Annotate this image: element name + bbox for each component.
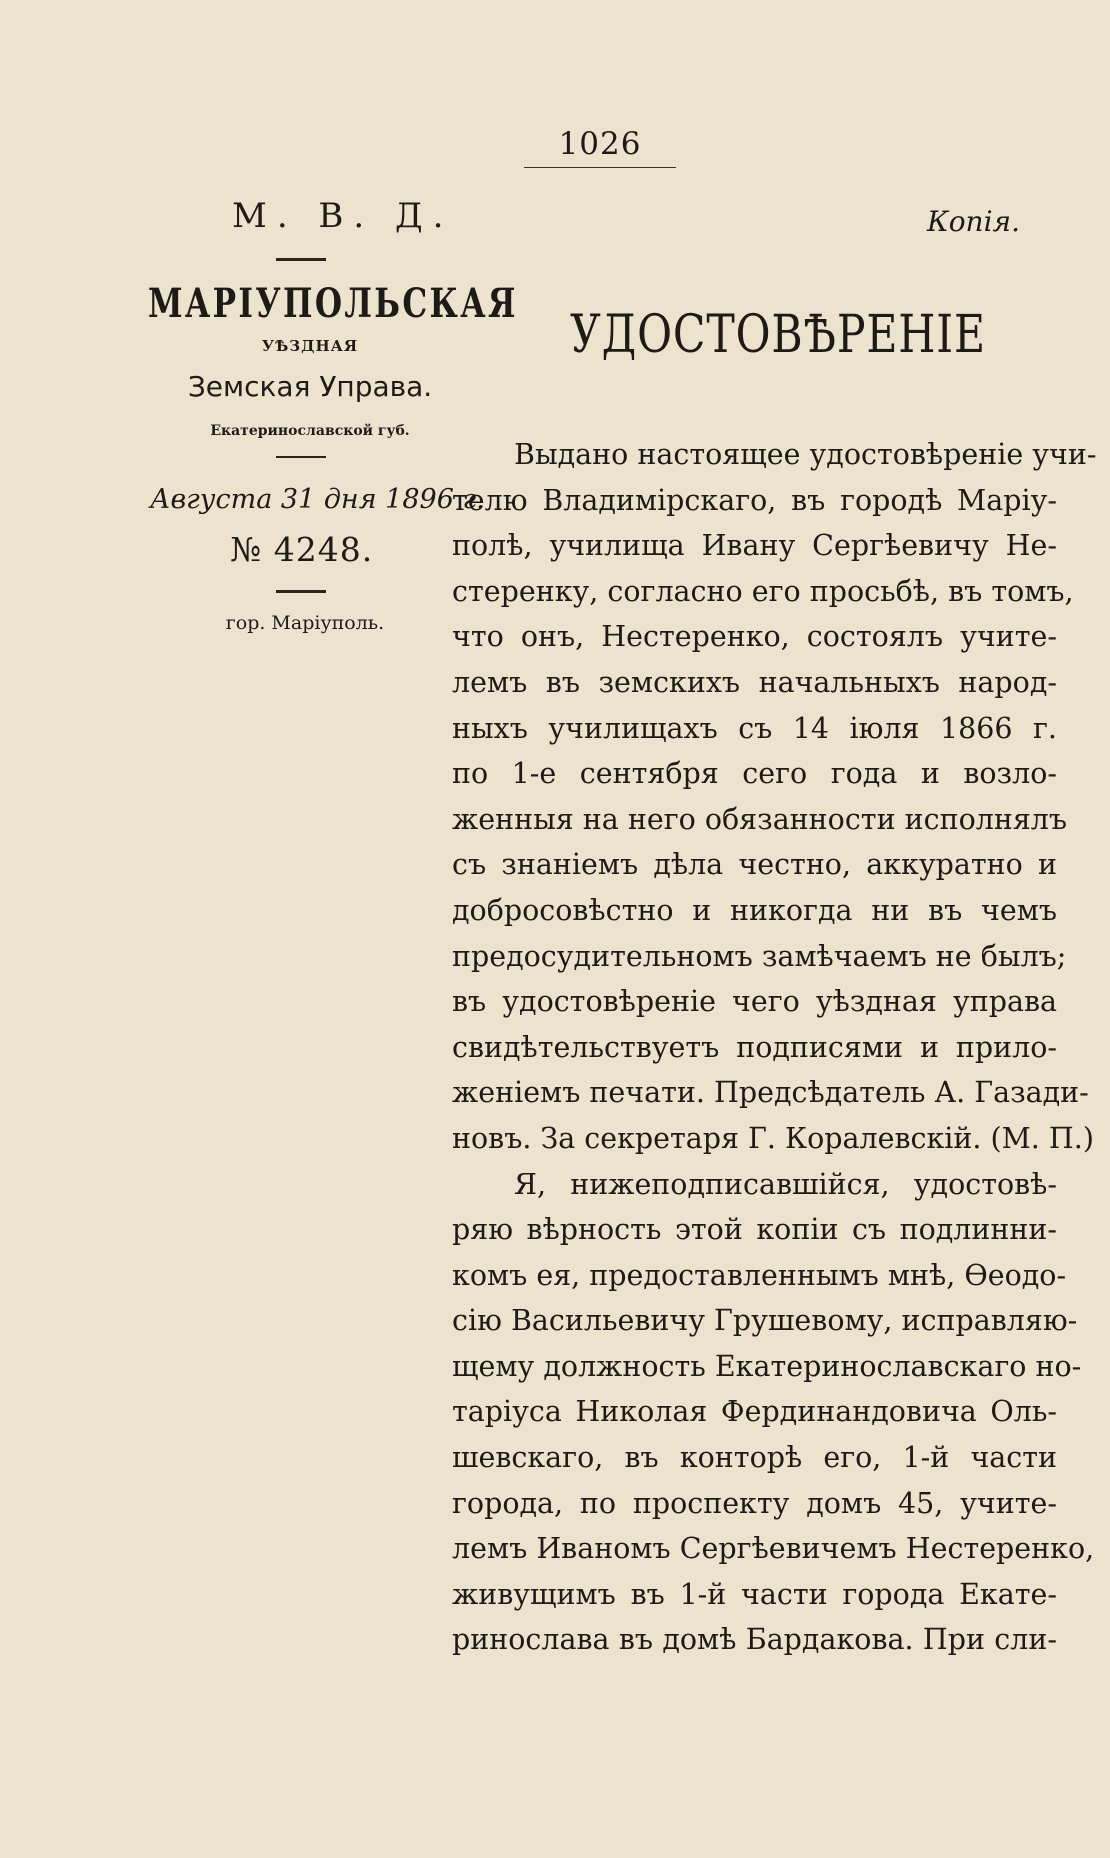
- body-line: ряю вѣрность этой копіи съ подлинни-: [452, 1213, 1057, 1247]
- body-line: сію Васильевичу Грушевому, исправляю-: [452, 1304, 1078, 1338]
- body-line: Выдано настоящее удостовѣреніе учи-: [514, 438, 1097, 471]
- copy-mark: Копія.: [927, 205, 1020, 238]
- document-date: Августа 31 дня 1896 г.: [150, 484, 485, 515]
- body-line: Я, нижеподписавшійся, удостовѣ-: [514, 1167, 1057, 1201]
- page-number-rule: [524, 167, 676, 168]
- body-line: живущимъ въ 1-й части города Екате-: [452, 1577, 1057, 1611]
- body-line: въ удостовѣреніе чего уѣздная управа: [452, 985, 1057, 1019]
- office-city: гор. Маріуполь.: [225, 612, 385, 634]
- page-number: 1026: [558, 126, 642, 162]
- body-line: щему должность Екатеринославскаго но-: [452, 1349, 1082, 1383]
- document-title: УДОСТОВѢРЕНІЕ: [570, 305, 986, 365]
- body-line: телю Владимірскаго, въ городѣ Маріу-: [452, 483, 1057, 517]
- document-number: № 4248.: [230, 530, 374, 569]
- office-subtitle: УѢЗДНАЯ: [261, 337, 359, 355]
- divider-rule: [276, 456, 326, 458]
- body-line: свидѣтельствуетъ подписями и прило-: [452, 1030, 1057, 1064]
- body-text: [452, 432, 1097, 1663]
- body-line: лемъ Иваномъ Сергѣевичемъ Нестеренко,: [452, 1532, 1095, 1566]
- body-line: добросовѣстно и никогда ни въ чемъ: [452, 893, 1057, 927]
- body-line: города, по проспекту домъ 45, учите-: [452, 1486, 1057, 1520]
- body-line: лемъ въ земскихъ начальныхъ народ-: [452, 665, 1057, 699]
- body-line: новъ. За секретаря Г. Коралевскій. (М. П.): [452, 1121, 1094, 1155]
- body-line: съ знаніемъ дѣла честно, аккуратно и: [452, 848, 1057, 882]
- body-line: женіемъ печати. Предсѣдатель А. Газади-: [452, 1076, 1089, 1110]
- body-line: предосудительномъ замѣчаемъ не былъ;: [452, 939, 1067, 973]
- divider-rule: [276, 258, 326, 261]
- body-line: полѣ, училища Ивану Сергѣевичу Не-: [452, 529, 1057, 563]
- body-line: ринослава въ домѣ Бардакова. При сли-: [452, 1623, 1057, 1657]
- body-line: шевскаго, въ конторѣ его, 1-й части: [452, 1441, 1057, 1475]
- body-line: стеренку, согласно его просьбѣ, въ томъ,: [452, 574, 1074, 608]
- office-name: МАРІУПОЛЬСКАЯ: [148, 280, 518, 327]
- ministry-abbreviation: М. В. Д.: [232, 196, 454, 236]
- divider-rule: [276, 590, 326, 593]
- office-board: Земская Управа.: [187, 370, 433, 403]
- body-line: по 1-е сентября сего года и возло-: [452, 757, 1057, 791]
- office-governorate: Екатеринославской губ.: [210, 423, 410, 439]
- body-line: женныя на него обязанности исполнялъ: [452, 802, 1068, 836]
- body-line: комъ ея, предоставленнымъ мнѣ, Ѳеодо-: [452, 1258, 1067, 1292]
- body-line: что онъ, Нестеренко, состоялъ учите-: [452, 620, 1057, 654]
- body-line: таріуса Николая Фердинандовича Оль-: [452, 1395, 1057, 1429]
- body-line: ныхъ училищахъ съ 14 іюля 1866 г.: [452, 711, 1057, 745]
